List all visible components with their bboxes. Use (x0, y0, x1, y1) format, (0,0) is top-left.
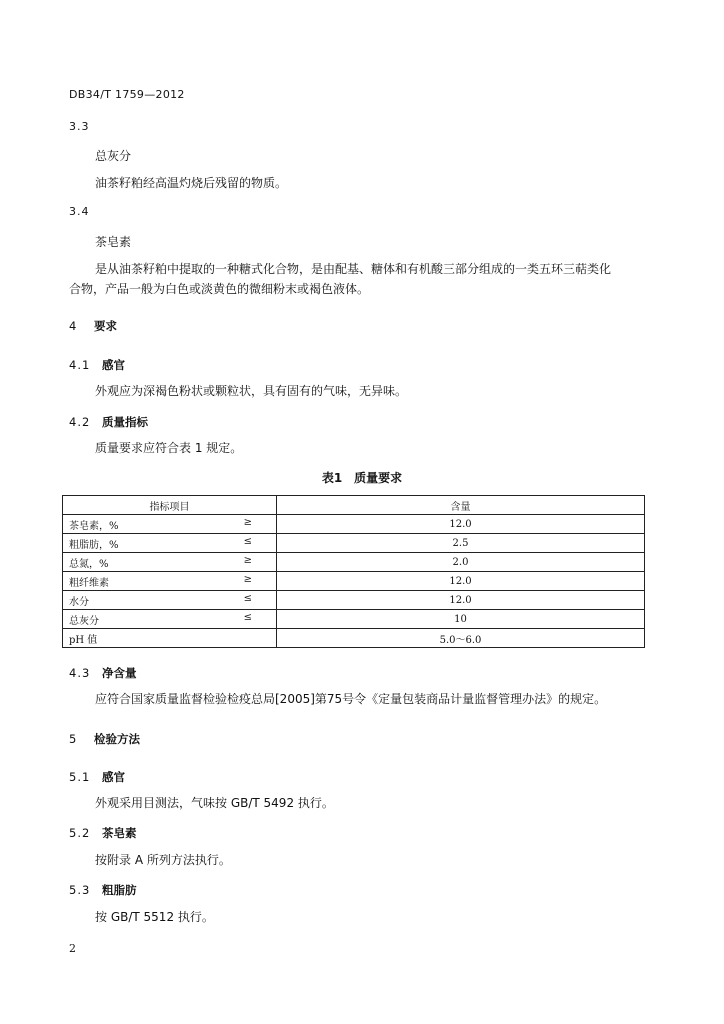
table-cell-item (63, 591, 277, 610)
table-cell-value: 5.0～6.0 (277, 629, 645, 648)
clause-heading-4-3 (69, 665, 137, 681)
table-cell-item (63, 553, 277, 572)
clause-heading-4-1 (69, 357, 125, 373)
table-row (63, 610, 645, 629)
clause-title: 茶皂素 (102, 826, 137, 840)
table-cell-value: 2.5 (277, 534, 645, 553)
document-code: DB34/T 1759—2012 (69, 88, 185, 101)
table-row (63, 515, 645, 534)
table-cell-item (63, 610, 277, 629)
quality-requirements-table (62, 495, 645, 648)
table-header-row (63, 496, 645, 515)
clause-number-3-3: 3.3 (69, 120, 90, 133)
section-heading-5 (69, 731, 140, 747)
clause-number: 4.3 (69, 666, 91, 680)
item-label: pH 值 (69, 634, 98, 646)
section-number: 5 (69, 732, 78, 746)
item-label: 水分 (69, 596, 89, 608)
item-label: 总氮，% (69, 558, 109, 570)
table-row (63, 572, 645, 591)
table-cell-item (63, 515, 277, 534)
clause-text-5-3: 按 GB/T 5512 执行。 (95, 910, 214, 924)
comparison-symbol (252, 631, 270, 646)
term-total-ash: 总灰分 (95, 149, 132, 163)
term-tea-saponin: 茶皂素 (95, 235, 132, 249)
comparison-symbol: ≤ (243, 592, 252, 604)
table-caption: 表1 质量要求 (321, 471, 403, 485)
table-row (63, 553, 645, 572)
page-number: 2 (69, 942, 76, 955)
clause-title: 感官 (102, 358, 125, 372)
section-title: 检验方法 (94, 732, 140, 746)
table-cell-value: 12.0 (277, 515, 645, 534)
clause-heading-5-3 (69, 882, 137, 898)
section-title: 要求 (94, 319, 117, 333)
table-cell-item (63, 629, 277, 648)
clause-text-4-1: 外观应为深褐色粉状或颗粒状，具有固有的气味，无异味。 (95, 384, 408, 398)
clause-heading-5-1 (69, 769, 125, 785)
table-cell-value: 2.0 (277, 553, 645, 572)
table-cell-item (63, 534, 277, 553)
definition-total-ash: 油茶籽粕经高温灼烧后残留的物质。 (95, 176, 288, 190)
item-label: 茶皂素，% (69, 520, 119, 532)
clause-number: 5.2 (69, 826, 91, 840)
comparison-symbol: ≤ (243, 535, 252, 547)
clause-text-4-3: 应符合国家质量监督检验检疫总局[2005]第75号令《定量包装商品计量监督管理办法》的规定。 (95, 692, 607, 706)
clause-number: 5.3 (69, 883, 91, 897)
clause-number-3-4: 3.4 (69, 205, 90, 218)
clause-title: 感官 (102, 770, 125, 784)
clause-number: 4.1 (69, 358, 91, 372)
section-heading-4 (69, 318, 117, 334)
table-row (63, 629, 645, 648)
definition-tea-saponin-line1: 是从油茶籽粕中提取的一种糖式化合物，是由配基、糖体和有机酸三部分组成的一类五环三萜类化 (95, 262, 612, 276)
comparison-symbol: ≤ (243, 611, 252, 623)
clause-number: 4.2 (69, 415, 91, 429)
header-content: 含量 (277, 496, 645, 515)
comparison-symbol: ≥ (243, 554, 252, 566)
clause-title: 质量指标 (102, 415, 148, 429)
table-cell-value: 12.0 (277, 591, 645, 610)
clause-text-5-1: 外观采用目测法，气味按 GB/T 5492 执行。 (95, 796, 334, 810)
table-cell-item (63, 572, 277, 591)
clause-text-4-2: 质量要求应符合表 1 规定。 (95, 441, 243, 455)
definition-tea-saponin-line2: 合物，产品一般为白色或淡黄色的微细粉末或褐色液体。 (69, 282, 370, 296)
clause-number: 5.1 (69, 770, 91, 784)
table-row (63, 534, 645, 553)
item-label: 粗脂肪，% (69, 539, 119, 551)
clause-title: 粗脂肪 (102, 883, 137, 897)
comparison-symbol: ≥ (243, 516, 252, 528)
clause-title: 净含量 (102, 666, 137, 680)
clause-heading-5-2 (69, 825, 137, 841)
table-row (63, 591, 645, 610)
section-number: 4 (69, 319, 78, 333)
table-cell-value: 10 (277, 610, 645, 629)
item-label: 总灰分 (69, 615, 99, 627)
table-cell-value: 12.0 (277, 572, 645, 591)
item-label: 粗纤维素 (69, 577, 109, 589)
comparison-symbol: ≥ (243, 573, 252, 585)
header-item: 指标项目 (63, 496, 277, 515)
clause-text-5-2: 按附录 A 所列方法执行。 (95, 853, 231, 867)
clause-heading-4-2 (69, 414, 148, 430)
